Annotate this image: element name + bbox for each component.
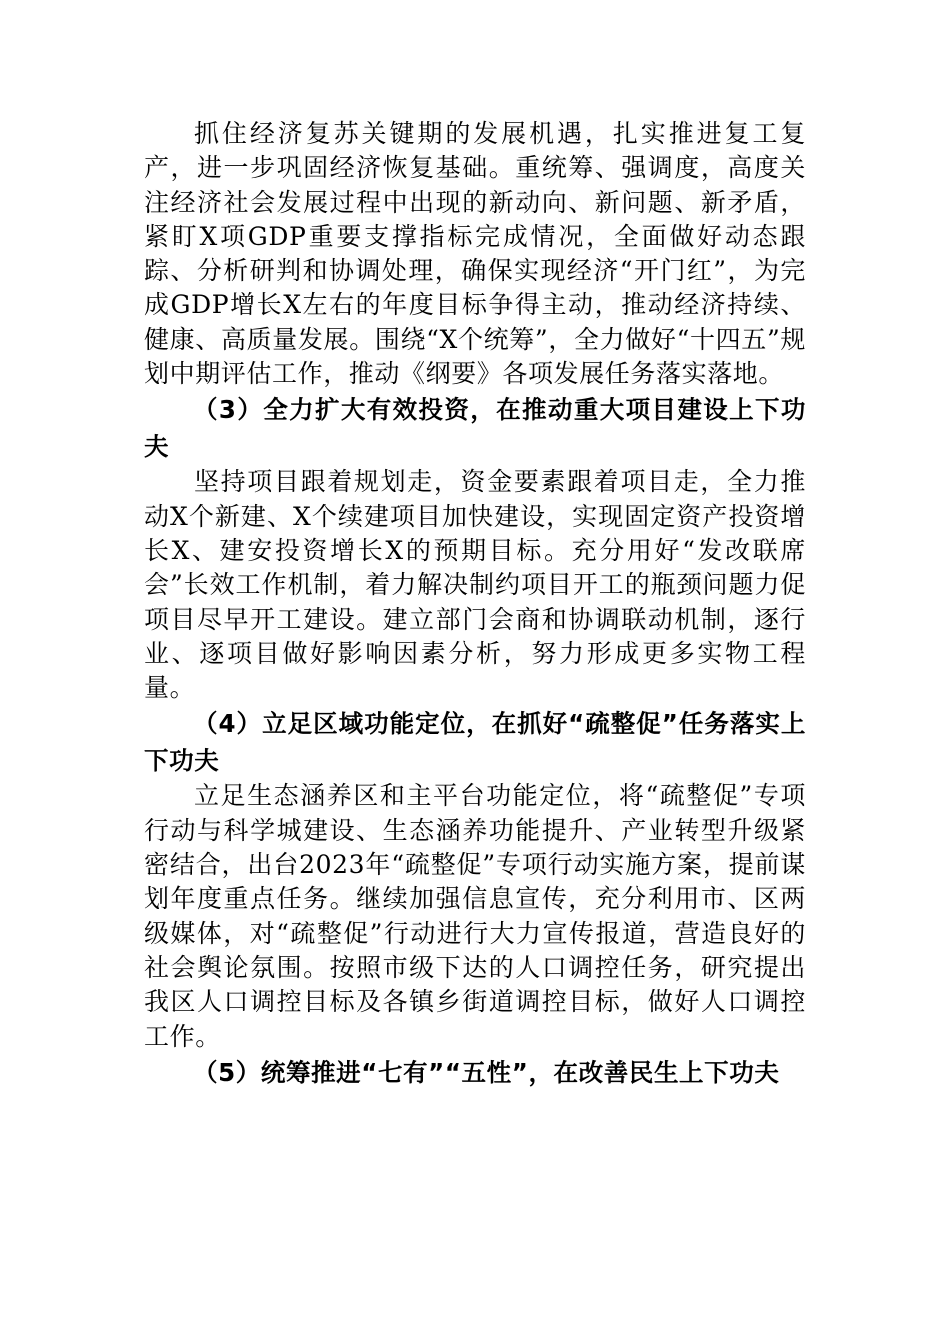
- paragraph-regional-function: 立足生态涵养区和主平台功能定位，将“疏整促”专项行动与科学城建设、生态涵养功能提升、产业转型升级紧密结合，出台2023年“疏整促”专项行动实施方案，提前谋划年度重点任务。继续加强信息宣传，充分利用市、区两级媒体，对“疏整促”行动进行大力宣传报道，营造良好的社会舆论氛围。按照市级下达的人口调控任务，研究提出我区人口调控目标及各镇乡街道调控目标，做好人口调控工作。: [144, 781, 806, 1051]
- paragraph-investment: 坚持项目跟着规划走，资金要素跟着项目走，全力推动X个新建、X个续建项目加快建设，实现固定资产投资增长X、建安投资增长X的预期目标。充分用好“发改联席会”长效工作机制，着力解决制约项目开工的瓶颈问题力促项目尽早开工建设。建立部门会商和协调联动机制，逐行业、逐项目做好影响因素分析，努力形成更多实物工程量。: [144, 467, 806, 703]
- heading-section-4: （4）立足区域功能定位，在抓好“疏整促”任务落实上下功夫: [144, 709, 806, 776]
- heading-section-5: （5）统筹推进“七有”“五性”，在改善民生上下功夫: [193, 1057, 780, 1087]
- paragraph-economic-recovery: 抓住经济复苏关键期的发展机遇，扎实推进复工复产，进一步巩固经济恢复基础。重统筹、强调度，高度关注经济社会发展过程中出现的新动向、新问题、新矛盾，紧盯X项GDP重要支撑指标完成情况，全面做好动态跟踪、分析研判和协调处理，确保实现经济“开门红”，为完成GDP增长X左右的年度目标争得主动，推动经济持续、健康、高质量发展。围绕“X个统筹”，全力做好“十四五”规划中期评估工作，推动《纲要》各项发展任务落实落地。: [144, 119, 806, 389]
- document-body: [144, 117, 806, 1091]
- heading-section-3: （3）全力扩大有效投资，在推动重大项目建设上下功夫: [144, 395, 806, 462]
